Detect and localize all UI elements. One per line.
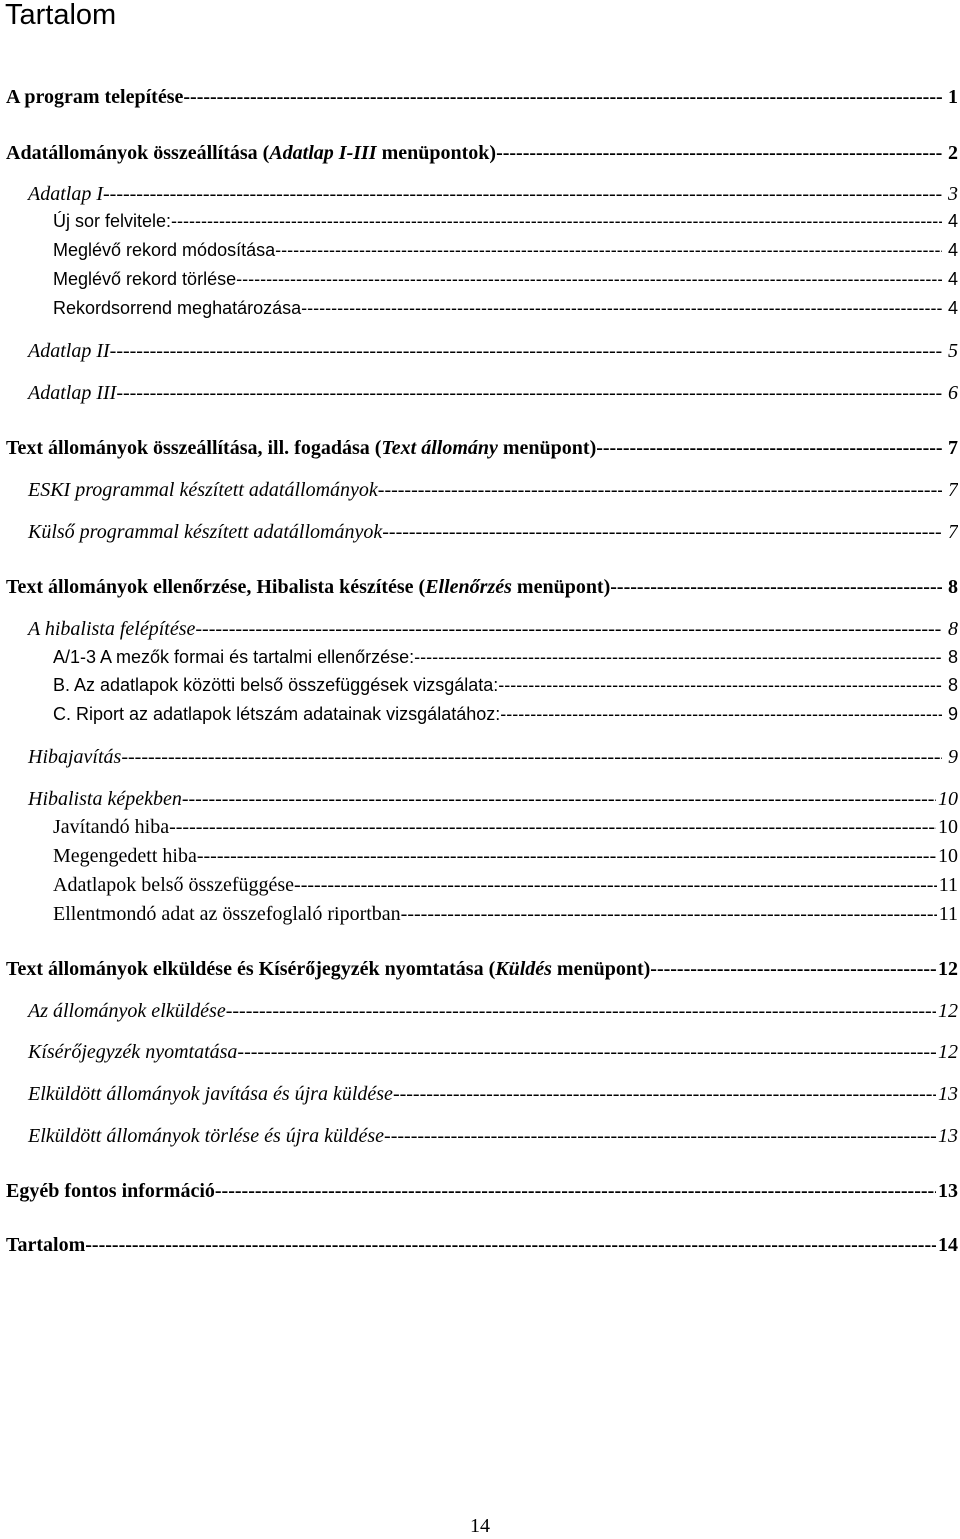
- toc-entry-title: [53, 647, 414, 668]
- toc-entry-title: [28, 521, 382, 544]
- toc-dot-leader: [110, 340, 942, 363]
- toc-dot-leader: [183, 86, 942, 109]
- toc-entry-page: 13: [938, 1180, 958, 1202]
- toc-entry-title: [53, 240, 275, 261]
- toc-dot-leader: [182, 788, 936, 811]
- toc-entry[interactable]: [0, 1125, 958, 1151]
- toc-dot-leader: [500, 704, 942, 725]
- toc-entry-title-part: Az állományok elküldése: [28, 1000, 226, 1022]
- toc-entry-title-part: Adatlapok belső összefüggése: [53, 874, 295, 896]
- toc-dot-leader: [384, 1125, 936, 1148]
- toc-entry-title-part: Adatlap III: [28, 382, 117, 404]
- toc-entry-title-part: Kísérőjegyzék nyomtatása: [28, 1041, 238, 1063]
- toc-entry[interactable]: [0, 1180, 958, 1206]
- toc-entry-title-part: Megengedett hiba: [53, 845, 197, 867]
- toc-dot-leader: [496, 142, 942, 165]
- toc-entry-title: [28, 1125, 384, 1148]
- toc-entry-title: [6, 1234, 85, 1257]
- toc-entry-title-part: Text állományok elküldése és Kísérőjegyzék nyomtatása (: [6, 958, 496, 980]
- toc-entry-title-part: Rekordsorrend meghatározása: [53, 298, 302, 318]
- toc-dot-leader: [650, 958, 936, 981]
- toc-entry-title: [53, 845, 197, 868]
- toc-dot-leader: [275, 240, 942, 261]
- toc-entry[interactable]: [0, 816, 958, 842]
- toc-entry[interactable]: [0, 437, 958, 463]
- toc-entry-title-part: ESKI programmal készített adatállományok: [28, 479, 378, 501]
- toc-entry[interactable]: [0, 845, 958, 871]
- toc-entry-title: [28, 788, 182, 811]
- toc-entry-page: 10: [938, 845, 958, 867]
- toc-entry[interactable]: [0, 183, 958, 209]
- toc-entry-title-part: A program telepítése: [6, 86, 184, 108]
- toc-entry-title-part: menüpontok): [376, 142, 497, 164]
- toc-entry-title-part: C. Riport az adatlapok létszám adatainak vizsgálatához:: [53, 704, 501, 724]
- toc-entry[interactable]: [0, 142, 958, 168]
- toc-entry-page: 6: [948, 382, 958, 404]
- page-number: 14: [470, 1515, 490, 1537]
- toc-entry-title-part: Meglévő rekord törlése: [53, 269, 237, 289]
- toc-entry-page: 8: [948, 576, 958, 598]
- toc-entry[interactable]: [0, 521, 958, 547]
- toc-entry-title-part: A hibalista felépítése: [28, 618, 196, 640]
- toc-entry-title: [28, 1083, 393, 1106]
- toc-entry-page: 9: [947, 704, 958, 724]
- toc-entry[interactable]: [0, 1083, 958, 1109]
- toc-entry-title: [53, 816, 169, 839]
- toc-entry-page: 11: [938, 874, 958, 896]
- toc-entry-page: 12: [938, 1041, 958, 1063]
- toc-entry[interactable]: [0, 958, 958, 984]
- toc-entry-title-part: Text állományok összeállítása, ill. fogadása (: [6, 437, 382, 459]
- toc-entry-title-part: A/1-3 A mezők formai és tartalmi ellenőrzése:: [53, 647, 415, 667]
- toc-entry[interactable]: [0, 298, 958, 324]
- toc-dot-leader: [226, 1000, 936, 1023]
- toc-entry-page: 12: [938, 1000, 958, 1022]
- toc-entry-title: [53, 874, 294, 897]
- toc-entry-title: [28, 618, 195, 641]
- toc-entry-title: [6, 437, 596, 460]
- toc-entry[interactable]: [0, 704, 958, 730]
- toc-entry[interactable]: [0, 211, 958, 237]
- toc-entry-title-part: Text állomány: [381, 437, 498, 459]
- toc-entry-title-part: Elküldött állományok törlése és újra küldése: [28, 1125, 385, 1147]
- toc-entry-page: 13: [938, 1125, 958, 1147]
- toc-entry-title-part: Text állományok ellenőrzése, Hibalista készítése (: [6, 576, 426, 598]
- toc-dot-leader: [85, 1234, 936, 1257]
- toc-entry[interactable]: [0, 788, 958, 814]
- toc-dot-leader: [596, 437, 942, 460]
- page-title: Tartalom: [5, 0, 117, 31]
- toc-entry-title-part: Meglévő rekord módosítása: [53, 240, 276, 260]
- toc-entry[interactable]: [0, 618, 958, 644]
- toc-entry-page: 12: [938, 958, 958, 980]
- toc-entry-title: [28, 382, 116, 405]
- toc-dot-leader: [401, 903, 937, 926]
- toc-entry-title-part: Külső programmal készített adatállományok: [28, 521, 383, 543]
- toc-entry-title-part: Adatlap I-III: [269, 142, 377, 164]
- toc-entry-page: 3: [948, 183, 958, 205]
- toc-dot-leader: [195, 618, 942, 641]
- toc-entry-page: 8: [947, 675, 958, 695]
- toc-dot-leader: [215, 1180, 936, 1203]
- toc-entry-page: 8: [948, 618, 958, 640]
- toc-entry-title: [6, 1180, 215, 1203]
- toc-entry-page: 5: [948, 340, 958, 362]
- toc-entry-title-part: Elküldött állományok javítása és újra küldése: [28, 1083, 393, 1105]
- toc-dot-leader: [121, 746, 942, 769]
- toc-entry-title: [28, 340, 110, 363]
- toc-entry-page: 1: [948, 86, 958, 108]
- toc-entry-title-part: Adatlap I: [28, 183, 103, 205]
- toc-entry-title: [28, 1000, 226, 1023]
- toc-entry-title: [28, 746, 121, 769]
- toc-entry-title-part: menüpont): [511, 576, 611, 598]
- toc-entry-page: 7: [948, 479, 958, 501]
- toc-entry-title: [53, 704, 500, 725]
- toc-dot-leader: [378, 479, 942, 502]
- toc-entry-title-part: Küldés: [495, 958, 552, 980]
- toc-entry-title-part: menüpont): [551, 958, 651, 980]
- toc-entry[interactable]: [0, 647, 958, 673]
- toc-entry-title: [6, 576, 610, 599]
- toc-entry[interactable]: [0, 382, 958, 408]
- toc-entry-title-part: B. Az adatlapok közötti belső összefüggések vizsgálata:: [53, 675, 499, 695]
- toc-entry-page: 10: [938, 788, 958, 810]
- toc-entry-title-part: Ellenőrzés: [425, 576, 512, 598]
- toc-entry-page: 7: [948, 521, 958, 543]
- toc-entry-page: 11: [938, 903, 958, 925]
- toc-entry-title: [28, 479, 378, 502]
- toc-entry-page: 8: [947, 647, 958, 667]
- toc-dot-leader: [103, 183, 942, 206]
- toc-entry-page: 4: [947, 298, 958, 318]
- toc-entry[interactable]: [0, 874, 958, 900]
- toc-dot-leader: [294, 874, 937, 897]
- toc-entry[interactable]: [0, 479, 958, 505]
- toc-entry-title-part: Hibalista képekben: [28, 788, 182, 810]
- toc-entry[interactable]: [0, 240, 958, 266]
- toc-dot-leader: [197, 845, 936, 868]
- toc-entry-title: [6, 86, 183, 109]
- toc-dot-leader: [382, 521, 942, 544]
- toc-entry[interactable]: [0, 903, 958, 929]
- toc-dot-leader: [301, 298, 942, 319]
- toc-dot-leader: [237, 1041, 936, 1064]
- toc-dot-leader: [171, 211, 942, 232]
- toc-entry-title: [6, 958, 650, 981]
- toc-dot-leader: [236, 269, 942, 290]
- toc-entry-page: 4: [947, 240, 958, 260]
- toc-entry-page: 4: [947, 269, 958, 289]
- toc-dot-leader: [393, 1083, 936, 1106]
- toc-entry-title-part: Adatlap II: [28, 340, 110, 362]
- toc-entry[interactable]: [0, 269, 958, 295]
- toc-entry-title: [28, 1041, 237, 1064]
- toc-entry[interactable]: [0, 86, 958, 112]
- toc-entry-title-part: Hibajavítás: [28, 746, 122, 768]
- toc-entry-title: [53, 269, 236, 290]
- toc-entry-title: [53, 211, 171, 232]
- toc-entry-page: 2: [948, 142, 958, 164]
- toc-entry-title-part: Ellentmondó adat az összefoglaló riportban: [53, 903, 401, 925]
- toc-entry[interactable]: [0, 675, 958, 701]
- toc-entry-title-part: Új sor felvitele:: [53, 211, 172, 231]
- toc-dot-leader: [498, 675, 942, 696]
- toc-dot-leader: [169, 816, 936, 839]
- toc-dot-leader: [116, 382, 942, 405]
- toc-entry-title-part: menüpont): [497, 437, 597, 459]
- toc-entry-title: [53, 903, 401, 926]
- toc-entry[interactable]: [0, 746, 958, 772]
- toc-entry-title-part: Javítandó hiba: [53, 816, 170, 838]
- toc-entry-page: 4: [947, 211, 958, 231]
- toc-entry[interactable]: [0, 1234, 958, 1260]
- toc-entry-title-part: Adatállományok összeállítása (: [6, 142, 270, 164]
- toc-entry-page: 7: [948, 437, 958, 459]
- toc-entry-title: [6, 142, 496, 165]
- toc-entry-title: [28, 183, 103, 206]
- toc-entry-page: 9: [948, 746, 958, 768]
- toc-entry-title: [53, 298, 301, 319]
- toc-entry[interactable]: [0, 576, 958, 602]
- toc-entry[interactable]: [0, 1000, 958, 1026]
- toc-entry-title-part: Tartalom: [6, 1234, 86, 1256]
- toc-entry-page: 13: [938, 1083, 958, 1105]
- toc-entry-page: 14: [938, 1234, 958, 1256]
- toc-dot-leader: [414, 647, 942, 668]
- toc-entry-title: [53, 675, 498, 696]
- toc-entry[interactable]: [0, 340, 958, 366]
- toc-entry[interactable]: [0, 1041, 958, 1067]
- toc-entry-page: 10: [938, 816, 958, 838]
- toc-dot-leader: [610, 576, 942, 599]
- toc-entry-title-part: Egyéb fontos információ: [6, 1180, 215, 1202]
